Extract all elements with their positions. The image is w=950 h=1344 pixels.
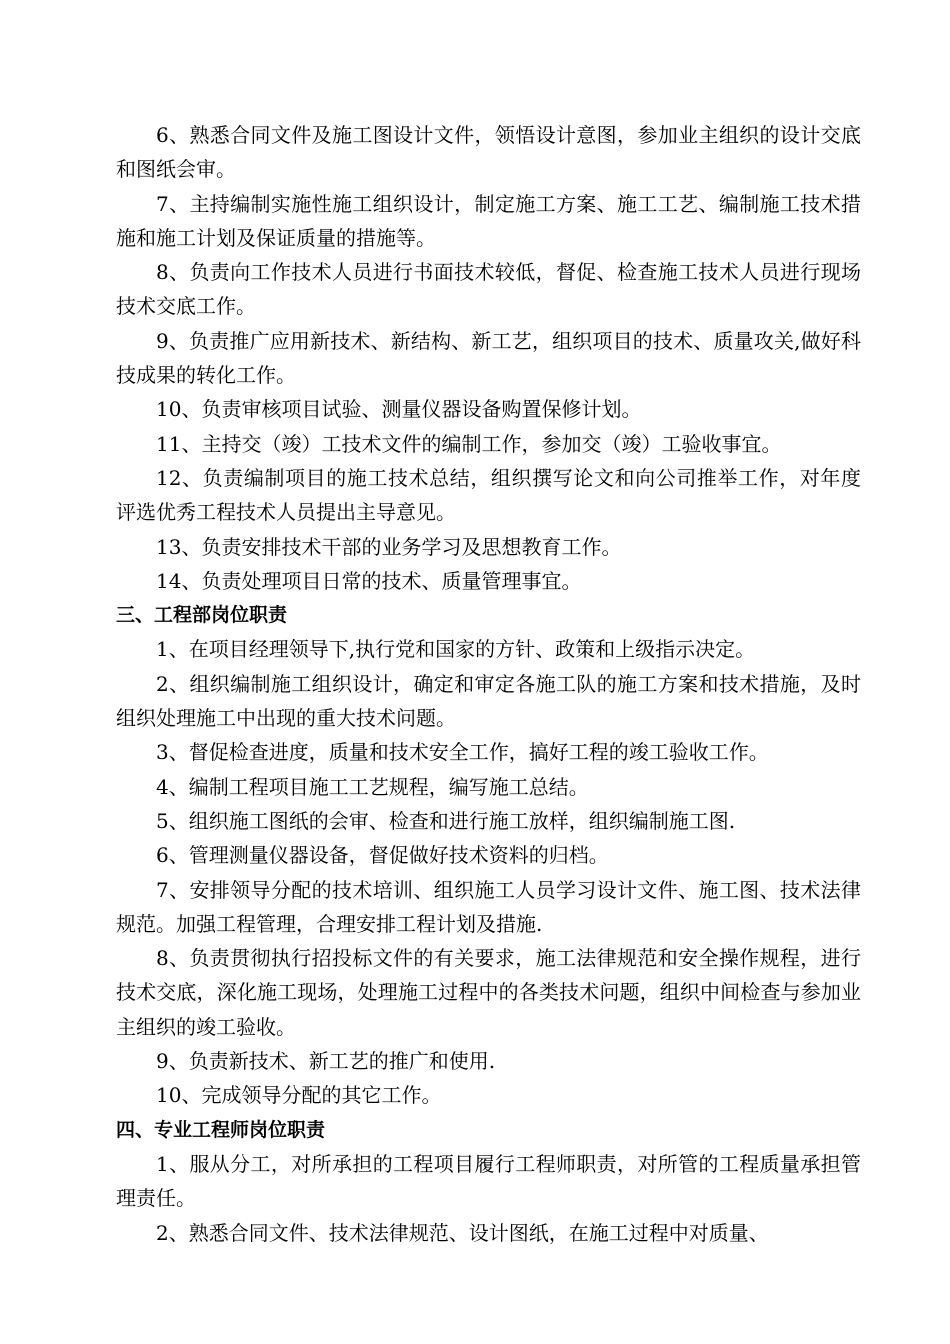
paragraph-eng-10: 10、完成领导分配的其它工作。 [156,1083,442,1108]
paragraph-7-construction-design: 7、主持编制实施性施工组织设计，制定施工方案、施工工艺、编制施工技术措施和施工计划及保证质量的措施等。 [116,191,861,250]
paragraph-eng-6: 6、管理测量仪器设备，督促做好技术资料的归档。 [156,843,609,868]
paragraph-6-contract-familiarization: 6、熟悉合同文件及施工图设计文件，领悟设计意图，参加业主组织的设计交底和图纸会审。 [116,123,861,182]
paragraph-9-new-technology: 9、负责推广应用新技术、新结构、新工艺，组织项目的技术、质量攻关,做好科技成果的转化工作。 [116,328,861,388]
paragraph-eng-9: 9、负责新技术、新工艺的推广和使用. [156,1049,496,1074]
paragraph-eng-1: 1、在项目经理领导下,执行党和国家的方针、政策和上级指示决定。 [156,637,756,662]
paragraph-eng-4: 4、编制工程项目施工工艺规程，编写施工总结。 [156,774,589,799]
paragraph-11-handover-documents: 11、主持交（竣）工技术文件的编制工作，参加交（竣）工验收事宜。 [156,431,782,456]
section-heading-engineering-dept: 三、工程部岗位职责 [116,604,288,627]
document-page [116,118,861,1250]
section-heading-specialist-engineer: 四、专业工程师岗位职责 [116,1118,326,1141]
paragraph-spec-2: 2、熟悉合同文件、技术法律规范、设计图纸，在施工过程中对质量、 [156,1220,769,1245]
paragraph-eng-8: 8、负责贯彻执行招投标文件的有关要求，施工法律规范和安全操作规程，进行技术交底，深化施工现场，处理施工过程中的各类技术问题，组织中间检查与参加业主组织的竣工验收。 [116,946,861,1039]
paragraph-8-technical-briefing: 8、负责向工作技术人员进行书面技术较低，督促、检查施工技术人员进行现场技术交底工作。 [116,260,861,319]
paragraph-12-technical-summary: 12、负责编制项目的施工技术总结，组织撰写论文和向公司推举工作，对年度评选优秀工程技术人员提出主导意见。 [116,465,861,525]
paragraph-14-daily-matters: 14、负责处理项目日常的技术、质量管理事宜。 [156,568,582,593]
paragraph-eng-2: 2、组织编制施工组织设计，确定和审定各施工队的施工方案和技术措施，及时组织处理施工中出现的重大技术问题。 [116,671,861,731]
paragraph-eng-3: 3、督促检查进度，质量和技术安全工作，搞好工程的竣工验收工作。 [156,740,769,765]
paragraph-eng-5: 5、组织施工图纸的会审、检查和进行施工放样，组织编制施工图. [156,808,736,833]
paragraph-10-equipment-review: 10、负责审核项目试验、测量仪器设备购置保修计划。 [156,397,642,422]
paragraph-spec-1: 1、服从分工，对所承担的工程项目履行工程师职责，对所管的工程质量承担管理责任。 [116,1151,861,1211]
paragraph-eng-7: 7、安排领导分配的技术培训、组织施工人员学习设计文件、施工图、技术法律规范。加强工程管理，合理安排工程计划及措施. [116,877,861,936]
paragraph-13-staff-training: 13、负责安排技术干部的业务学习及思想教育工作。 [156,534,622,559]
